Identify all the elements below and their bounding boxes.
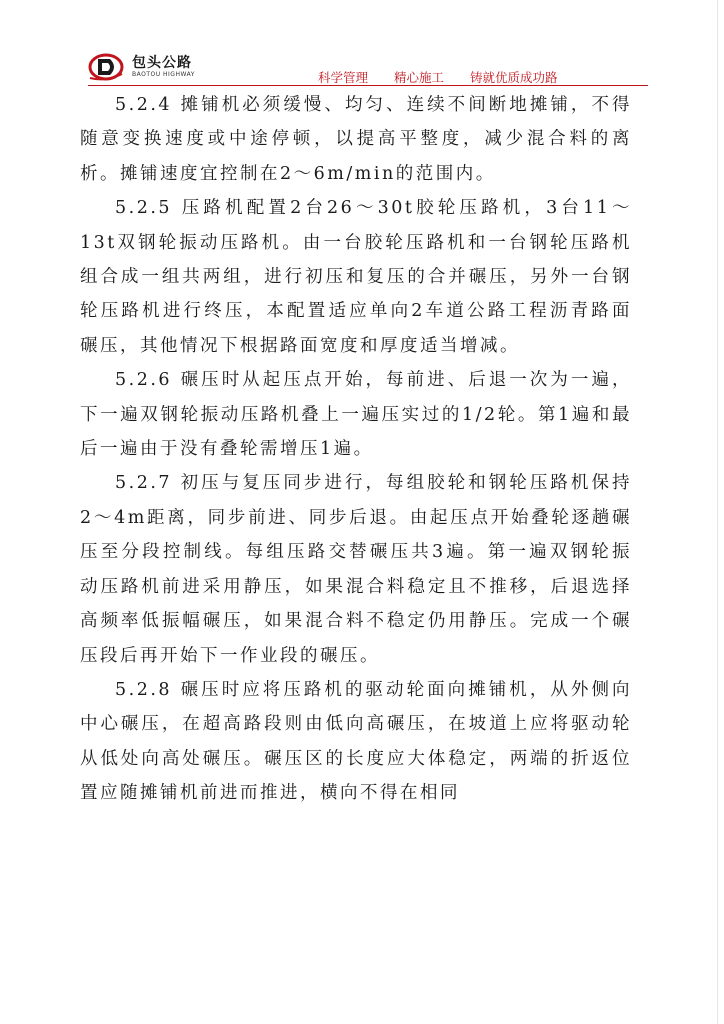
header-divider — [88, 85, 648, 86]
paragraph-5-2-6: 5.2.6 碾压时从起压点开始，每前进、后退一次为一遍，下一遍双钢轮振动压路机叠上一遍压实过的1/2轮。第1遍和最后一遍由于没有叠轮需增压1遍。 — [80, 370, 632, 460]
baotou-highway-logo-icon — [88, 52, 124, 82]
slogan-item: 铸就优质成功路 — [470, 70, 558, 85]
slogan-item: 精心施工 — [394, 70, 445, 85]
page-header — [88, 52, 648, 92]
document-body — [80, 88, 632, 811]
paragraph-5-2-7: 5.2.7 初压与复压同步进行，每组胶轮和钢轮压路机保持2～4m距离，同步前进、同步后退。由起压点开始叠轮逐趟碾压至分段控制线。每组压路交替碾压共3遍。第一遍双钢轮振动压路机前进采用静压，如果混合料稳定且不推移，后退选择高频率低振幅碾压，如果混合料不稳定仍用静压。完成一个碾压段后再开始下一作业段的碾压。 — [80, 473, 632, 666]
logo-english-name: BAOTOU HIGHWAY — [132, 71, 195, 78]
paragraph-5-2-4: 5.2.4 摊铺机必须缓慢、均匀、连续不间断地摊铺，不得随意变换速度或中途停顿，以提高平整度，减少混合料的离析。摊铺速度宜控制在2～6m/min的范围内。 — [80, 95, 632, 184]
page-edge-divider — [717, 0, 718, 1024]
header-slogan — [318, 68, 648, 86]
paragraph-5-2-5: 5.2.5 压路机配置2台26～30t胶轮压路机，3台11～13t双钢轮振动压路机。由一台胶轮压路机和一台钢轮压路机组合成一组共两组，进行初压和复压的合并碾压，另外一台钢轮压路机进行终压，本配置适应单向2车道公路工程沥青路面碾压，其他情况下根据路面宽度和厚度适当增减。 — [80, 198, 632, 356]
logo-chinese-name: 包头公路 — [132, 55, 192, 71]
paragraph-5-2-8: 5.2.8 碾压时应将压路机的驱动轮面向摊铺机，从外侧向中心碾压，在超高路段则由低向高碾压，在坡道上应将驱动轮从低处向高处碾压。碾压区的长度应大体稳定，两端的折返位置应随摊铺机前进而推进，横向不得在相同 — [80, 679, 632, 804]
slogan-item: 科学管理 — [318, 70, 369, 85]
